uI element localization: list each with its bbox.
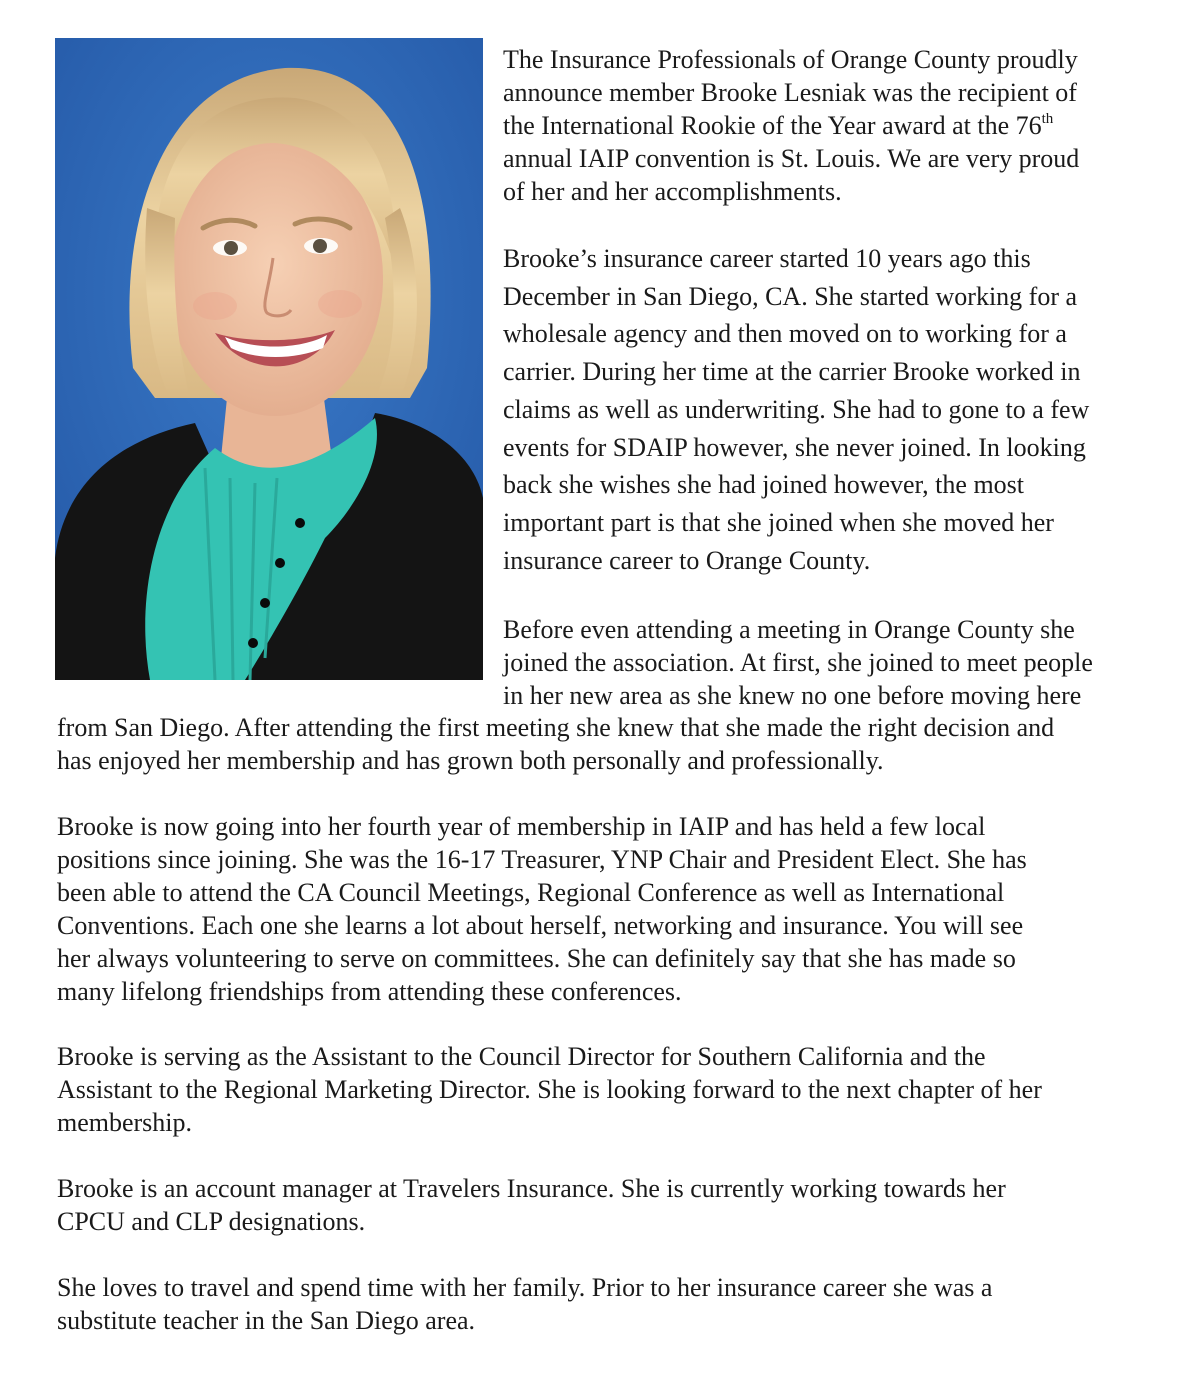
text-line: has enjoyed her membership and has grown both personally and professionally.: [57, 746, 884, 775]
paragraph-personal: [57, 1271, 1177, 1337]
superscript-ordinal: th: [1041, 111, 1054, 127]
paragraph-job: [57, 1172, 1177, 1238]
text-line: important part is that she joined when she moved her: [503, 507, 1054, 537]
text-line-segment: the International Rookie of the Year award at the 76: [503, 111, 1042, 140]
text-line: events for SDAIP however, she never joined. In looking: [503, 432, 1086, 462]
text-line: [503, 109, 1183, 142]
text-line: Brooke is now going into her fourth year of membership in IAIP and has held a few local: [57, 812, 986, 841]
text-line: Brooke is serving as the Assistant to the Council Director for Southern California and the: [57, 1042, 986, 1071]
text-line: substitute teacher in the San Diego area.: [57, 1306, 476, 1335]
text-line: She loves to travel and spend time with her family. Prior to her insurance career she was a: [57, 1273, 993, 1302]
text-line: insurance career to Orange County.: [503, 545, 871, 575]
text-line: Brooke’s insurance career started 10 years ago this: [503, 244, 1031, 273]
paragraph-membership: [57, 810, 1177, 1008]
portrait-photo: [55, 38, 483, 680]
text-line: many lifelong friendships from attending these conferences.: [57, 977, 682, 1006]
text-line: announce member Brooke Lesniak was the recipient of: [503, 78, 1077, 107]
text-line: annual IAIP convention is St. Louis. We are very proud: [503, 144, 1080, 173]
text-line: December in San Diego, CA. She started working for a: [503, 281, 1078, 311]
portrait-icon: [55, 38, 483, 680]
text-line: positions since joining. She was the 16-17 Treasurer, YNP Chair and President Elect. She has: [57, 845, 1027, 874]
text-line: claims as well as underwriting. She had to gone to a few: [503, 394, 1090, 424]
paragraph-roles: [57, 1040, 1177, 1139]
text-line: from San Diego. After attending the first meeting she knew that she made the right decision and: [57, 713, 1055, 742]
text-line: Before even attending a meeting in Orange County she: [503, 615, 1075, 644]
text-line: Assistant to the Regional Marketing Director. She is looking forward to the next chapter of her: [57, 1075, 1042, 1104]
text-line: Conventions. Each one she learns a lot about herself, networking and insurance. You will see: [57, 911, 1024, 940]
text-line: CPCU and CLP designations.: [57, 1207, 366, 1236]
text-line: her always volunteering to serve on committees. She can definitely say that she has made so: [57, 944, 1016, 973]
paragraph-announcement: [503, 43, 1183, 208]
paragraph-career: [503, 240, 1183, 579]
text-line: membership.: [57, 1108, 193, 1137]
text-line: joined the association. At first, she joined to meet people: [503, 648, 1093, 677]
text-line: been able to attend the CA Council Meetings, Regional Conference as well as International: [57, 878, 1005, 907]
text-line: carrier. During her time at the carrier Brooke worked in: [503, 357, 1081, 387]
text-line: The Insurance Professionals of Orange County proudly: [503, 45, 1078, 74]
text-line: of her and her accomplishments.: [503, 177, 842, 206]
text-line: in her new area as she knew no one before moving here: [503, 681, 1082, 710]
paragraph-joining-part1: [503, 613, 1183, 712]
text-line: wholesale agency and then moved on to working for a: [503, 319, 1067, 349]
text-line: Brooke is an account manager at Travelers Insurance. She is currently working towards her: [57, 1174, 1006, 1203]
paragraph-joining-part2: [57, 711, 1177, 777]
text-line: back she wishes she had joined however, the most: [503, 470, 1025, 500]
